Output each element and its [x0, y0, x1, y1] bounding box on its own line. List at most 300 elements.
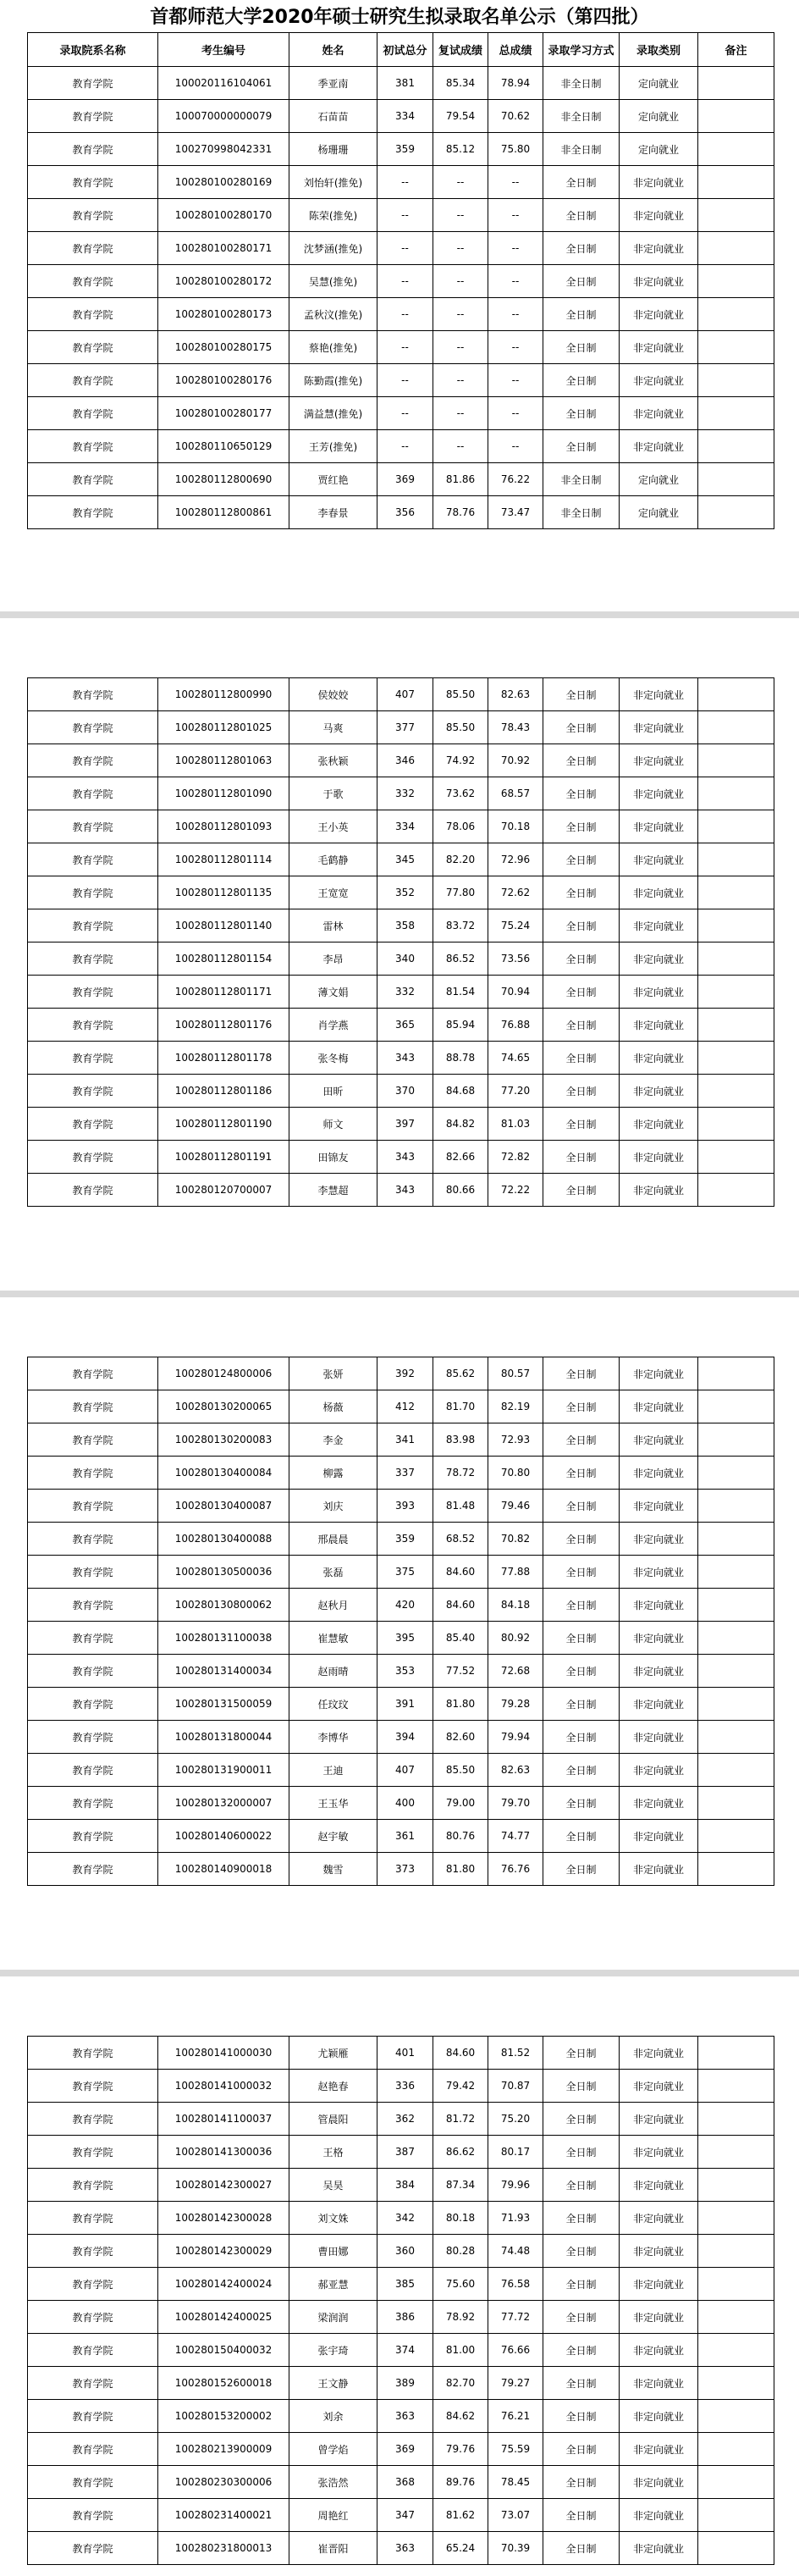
- cell-name: 张妍: [289, 1357, 377, 1390]
- cell-name: 王文静: [289, 2367, 377, 2400]
- cell-admission-type: 非定向就业: [620, 1754, 698, 1787]
- table-row: [28, 67, 774, 100]
- cell-candidate-id: 100280132000007: [158, 1787, 289, 1820]
- cell-initial-score: --: [377, 166, 433, 199]
- table-row: [28, 2169, 774, 2202]
- cell-retest-score: 81.00: [433, 2334, 488, 2367]
- cell-retest-score: 81.72: [433, 2103, 488, 2136]
- cell-study-mode: 全日制: [543, 397, 620, 430]
- cell-name: 曾学焰: [289, 2433, 377, 2466]
- cell-name: 刘怡轩(推免): [289, 166, 377, 199]
- cell-total-score: 75.24: [488, 909, 543, 943]
- cell-admission-type: 非定向就业: [620, 2433, 698, 2466]
- cell-retest-score: 85.12: [433, 133, 488, 166]
- cell-name: 师文: [289, 1108, 377, 1141]
- cell-study-mode: 全日制: [543, 1655, 620, 1688]
- cell-total-score: 72.96: [488, 843, 543, 876]
- cell-initial-score: 397: [377, 1108, 433, 1141]
- cell-admission-type: 非定向就业: [620, 397, 698, 430]
- cell-candidate-id: 100280112801178: [158, 1042, 289, 1075]
- cell-admission-type: 定向就业: [620, 496, 698, 529]
- cell-name: 田锦友: [289, 1141, 377, 1174]
- cell-remarks: [698, 1457, 774, 1490]
- table-row: [28, 298, 774, 331]
- table-row: [28, 397, 774, 430]
- cell-admission-type: 非定向就业: [620, 298, 698, 331]
- cell-initial-score: 359: [377, 1523, 433, 1556]
- cell-study-mode: 非全日制: [543, 100, 620, 133]
- cell-initial-score: 334: [377, 810, 433, 843]
- cell-study-mode: 全日制: [543, 1390, 620, 1423]
- cell-remarks: [698, 1688, 774, 1721]
- table-row: [28, 943, 774, 976]
- cell-name: 张宇琦: [289, 2334, 377, 2367]
- cell-admission-type: 非定向就业: [620, 166, 698, 199]
- cell-department: 教育学院: [28, 265, 158, 298]
- cell-study-mode: 全日制: [543, 678, 620, 711]
- cell-initial-score: 359: [377, 133, 433, 166]
- cell-retest-score: 78.76: [433, 496, 488, 529]
- cell-retest-score: 73.62: [433, 777, 488, 810]
- cell-candidate-id: 100280120700007: [158, 1174, 289, 1207]
- cell-candidate-id: 100280131500059: [158, 1688, 289, 1721]
- cell-remarks: [698, 1390, 774, 1423]
- cell-retest-score: 87.34: [433, 2169, 488, 2202]
- cell-admission-type: 非定向就业: [620, 1820, 698, 1853]
- cell-candidate-id: 100280231800013: [158, 2532, 289, 2565]
- table-row: [28, 1820, 774, 1853]
- cell-name: 李博华: [289, 1721, 377, 1754]
- cell-study-mode: 全日制: [543, 265, 620, 298]
- cell-initial-score: 332: [377, 777, 433, 810]
- cell-candidate-id: 100280130800062: [158, 1589, 289, 1622]
- cell-retest-score: 85.40: [433, 1622, 488, 1655]
- cell-retest-score: 78.06: [433, 810, 488, 843]
- cell-total-score: 70.18: [488, 810, 543, 843]
- table-row: [28, 1423, 774, 1457]
- table-row: [28, 2334, 774, 2367]
- cell-remarks: [698, 1357, 774, 1390]
- cell-total-score: 75.59: [488, 2433, 543, 2466]
- cell-initial-score: 391: [377, 1688, 433, 1721]
- cell-candidate-id: 100280112801114: [158, 843, 289, 876]
- cell-name: 吴慧(推免): [289, 265, 377, 298]
- cell-study-mode: 全日制: [543, 2334, 620, 2367]
- cell-study-mode: 全日制: [543, 843, 620, 876]
- cell-total-score: 80.92: [488, 1622, 543, 1655]
- cell-remarks: [698, 1820, 774, 1853]
- cell-total-score: 72.82: [488, 1141, 543, 1174]
- cell-total-score: 74.65: [488, 1042, 543, 1075]
- cell-admission-type: 非定向就业: [620, 232, 698, 265]
- cell-name: 田昕: [289, 1075, 377, 1108]
- cell-admission-type: 非定向就业: [620, 711, 698, 744]
- cell-retest-score: 81.80: [433, 1688, 488, 1721]
- cell-remarks: [698, 430, 774, 463]
- cell-candidate-id: 100280142300028: [158, 2202, 289, 2235]
- cell-remarks: [698, 331, 774, 364]
- cell-admission-type: 非定向就业: [620, 1490, 698, 1523]
- cell-department: 教育学院: [28, 2202, 158, 2235]
- header-total-score: 总成绩: [488, 33, 543, 67]
- cell-remarks: [698, 1787, 774, 1820]
- cell-candidate-id: 100280100280177: [158, 397, 289, 430]
- cell-admission-type: 非定向就业: [620, 2202, 698, 2235]
- table-row: [28, 1042, 774, 1075]
- cell-study-mode: 全日制: [543, 1787, 620, 1820]
- cell-study-mode: 全日制: [543, 1589, 620, 1622]
- cell-retest-score: --: [433, 166, 488, 199]
- header-name: 姓名: [289, 33, 377, 67]
- cell-total-score: 71.93: [488, 2202, 543, 2235]
- table-row: [28, 2367, 774, 2400]
- cell-name: 赵宇敏: [289, 1820, 377, 1853]
- cell-study-mode: 全日制: [543, 430, 620, 463]
- cell-remarks: [698, 976, 774, 1009]
- cell-total-score: 78.45: [488, 2466, 543, 2499]
- cell-study-mode: 全日制: [543, 1075, 620, 1108]
- cell-department: 教育学院: [28, 2235, 158, 2268]
- cell-remarks: [698, 298, 774, 331]
- cell-candidate-id: 100280130400084: [158, 1457, 289, 1490]
- cell-candidate-id: 100280153200002: [158, 2400, 289, 2433]
- cell-total-score: 73.56: [488, 943, 543, 976]
- cell-candidate-id: 100280130400087: [158, 1490, 289, 1523]
- cell-admission-type: 非定向就业: [620, 2532, 698, 2565]
- cell-retest-score: 83.98: [433, 1423, 488, 1457]
- cell-initial-score: 393: [377, 1490, 433, 1523]
- cell-name: 侯姣姣: [289, 678, 377, 711]
- cell-retest-score: 83.72: [433, 909, 488, 943]
- cell-admission-type: 非定向就业: [620, 1357, 698, 1390]
- cell-retest-score: 77.52: [433, 1655, 488, 1688]
- cell-remarks: [698, 2037, 774, 2070]
- table-row: [28, 265, 774, 298]
- cell-name: 雷林: [289, 909, 377, 943]
- cell-admission-type: 定向就业: [620, 133, 698, 166]
- cell-candidate-id: 100280100280169: [158, 166, 289, 199]
- cell-retest-score: 86.62: [433, 2136, 488, 2169]
- cell-study-mode: 全日制: [543, 2301, 620, 2334]
- cell-total-score: 76.22: [488, 463, 543, 496]
- cell-remarks: [698, 909, 774, 943]
- cell-study-mode: 全日制: [543, 2367, 620, 2400]
- cell-remarks: [698, 943, 774, 976]
- cell-total-score: 70.82: [488, 1523, 543, 1556]
- cell-department: 教育学院: [28, 678, 158, 711]
- cell-department: 教育学院: [28, 1108, 158, 1141]
- cell-remarks: [698, 2136, 774, 2169]
- cell-admission-type: 非定向就业: [620, 1787, 698, 1820]
- cell-total-score: 70.87: [488, 2070, 543, 2103]
- cell-admission-type: 非定向就业: [620, 876, 698, 909]
- cell-initial-score: --: [377, 232, 433, 265]
- cell-name: 周艳红: [289, 2499, 377, 2532]
- cell-retest-score: 84.60: [433, 1589, 488, 1622]
- cell-admission-type: 非定向就业: [620, 1042, 698, 1075]
- cell-initial-score: 374: [377, 2334, 433, 2367]
- cell-name: 邢晨晨: [289, 1523, 377, 1556]
- page-separator: [0, 1291, 799, 1297]
- table-row: [28, 876, 774, 909]
- cell-department: 教育学院: [28, 2037, 158, 2070]
- cell-department: 教育学院: [28, 166, 158, 199]
- cell-name: 尤颖雁: [289, 2037, 377, 2070]
- cell-remarks: [698, 1721, 774, 1754]
- cell-remarks: [698, 1523, 774, 1556]
- cell-total-score: 74.77: [488, 1820, 543, 1853]
- cell-candidate-id: 100280230300006: [158, 2466, 289, 2499]
- table-row: [28, 1174, 774, 1207]
- cell-initial-score: 407: [377, 1754, 433, 1787]
- cell-department: 教育学院: [28, 2499, 158, 2532]
- cell-department: 教育学院: [28, 298, 158, 331]
- cell-study-mode: 全日制: [543, 1141, 620, 1174]
- cell-retest-score: 80.76: [433, 1820, 488, 1853]
- cell-study-mode: 全日制: [543, 2433, 620, 2466]
- table-row: [28, 2235, 774, 2268]
- cell-admission-type: 非定向就业: [620, 2334, 698, 2367]
- cell-initial-score: 362: [377, 2103, 433, 2136]
- header-department: 录取院系名称: [28, 33, 158, 67]
- cell-study-mode: 全日制: [543, 1853, 620, 1886]
- table-row: [28, 2466, 774, 2499]
- cell-study-mode: 全日制: [543, 1556, 620, 1589]
- cell-name: 张冬梅: [289, 1042, 377, 1075]
- cell-study-mode: 全日制: [543, 744, 620, 777]
- cell-remarks: [698, 1754, 774, 1787]
- cell-initial-score: 346: [377, 744, 433, 777]
- cell-admission-type: 非定向就业: [620, 2268, 698, 2301]
- table-row: [28, 1108, 774, 1141]
- cell-initial-score: 347: [377, 2499, 433, 2532]
- cell-remarks: [698, 1556, 774, 1589]
- cell-admission-type: 定向就业: [620, 67, 698, 100]
- table-row: [28, 976, 774, 1009]
- cell-name: 满益慧(推免): [289, 397, 377, 430]
- cell-name: 曹田娜: [289, 2235, 377, 2268]
- cell-remarks: [698, 1423, 774, 1457]
- admission-table-section-4: [27, 2036, 774, 2565]
- cell-candidate-id: 100280124800006: [158, 1357, 289, 1390]
- cell-admission-type: 非定向就业: [620, 909, 698, 943]
- cell-total-score: --: [488, 199, 543, 232]
- cell-department: 教育学院: [28, 397, 158, 430]
- cell-remarks: [698, 1622, 774, 1655]
- cell-name: 赵雨晴: [289, 1655, 377, 1688]
- cell-retest-score: 75.60: [433, 2268, 488, 2301]
- cell-candidate-id: 100280141100037: [158, 2103, 289, 2136]
- cell-candidate-id: 100280100280172: [158, 265, 289, 298]
- cell-retest-score: 85.50: [433, 711, 488, 744]
- cell-initial-score: 373: [377, 1853, 433, 1886]
- cell-initial-score: --: [377, 364, 433, 397]
- cell-name: 王迪: [289, 1754, 377, 1787]
- cell-candidate-id: 100280112801025: [158, 711, 289, 744]
- cell-study-mode: 全日制: [543, 166, 620, 199]
- cell-retest-score: 86.52: [433, 943, 488, 976]
- cell-department: 教育学院: [28, 744, 158, 777]
- cell-retest-score: 84.62: [433, 2400, 488, 2433]
- cell-remarks: [698, 1141, 774, 1174]
- cell-candidate-id: 100020116104061: [158, 67, 289, 100]
- cell-name: 陈勤霞(推免): [289, 364, 377, 397]
- header-admission-type: 录取类别: [620, 33, 698, 67]
- cell-candidate-id: 100280112801140: [158, 909, 289, 943]
- cell-candidate-id: 100280142300027: [158, 2169, 289, 2202]
- cell-initial-score: 345: [377, 843, 433, 876]
- header-retest-score: 复试成绩: [433, 33, 488, 67]
- cell-admission-type: 非定向就业: [620, 943, 698, 976]
- cell-initial-score: 334: [377, 100, 433, 133]
- cell-total-score: 79.46: [488, 1490, 543, 1523]
- cell-candidate-id: 100280100280173: [158, 298, 289, 331]
- cell-retest-score: 81.48: [433, 1490, 488, 1523]
- cell-initial-score: 377: [377, 711, 433, 744]
- cell-remarks: [698, 496, 774, 529]
- table-row: [28, 496, 774, 529]
- cell-remarks: [698, 744, 774, 777]
- table-row: [28, 777, 774, 810]
- cell-remarks: [698, 265, 774, 298]
- cell-department: 教育学院: [28, 463, 158, 496]
- table-row: [28, 1622, 774, 1655]
- cell-department: 教育学院: [28, 2268, 158, 2301]
- cell-remarks: [698, 133, 774, 166]
- cell-admission-type: 非定向就业: [620, 2466, 698, 2499]
- cell-total-score: 70.62: [488, 100, 543, 133]
- cell-study-mode: 全日制: [543, 1042, 620, 1075]
- cell-name: 柳露: [289, 1457, 377, 1490]
- cell-department: 教育学院: [28, 976, 158, 1009]
- cell-initial-score: 358: [377, 909, 433, 943]
- cell-study-mode: 全日制: [543, 1754, 620, 1787]
- cell-total-score: 70.92: [488, 744, 543, 777]
- cell-department: 教育学院: [28, 1754, 158, 1787]
- table-row: [28, 2268, 774, 2301]
- cell-total-score: 70.94: [488, 976, 543, 1009]
- table-row: [28, 909, 774, 943]
- cell-initial-score: 420: [377, 1589, 433, 1622]
- cell-admission-type: 非定向就业: [620, 1622, 698, 1655]
- cell-name: 赵秋月: [289, 1589, 377, 1622]
- cell-department: 教育学院: [28, 1820, 158, 1853]
- cell-study-mode: 全日制: [543, 199, 620, 232]
- cell-candidate-id: 100280140900018: [158, 1853, 289, 1886]
- cell-name: 李金: [289, 1423, 377, 1457]
- cell-department: 教育学院: [28, 876, 158, 909]
- cell-name: 刘余: [289, 2400, 377, 2433]
- cell-initial-score: 360: [377, 2235, 433, 2268]
- cell-retest-score: 84.82: [433, 1108, 488, 1141]
- cell-total-score: 76.58: [488, 2268, 543, 2301]
- cell-remarks: [698, 463, 774, 496]
- cell-study-mode: 非全日制: [543, 496, 620, 529]
- table-row: [28, 100, 774, 133]
- cell-remarks: [698, 232, 774, 265]
- cell-name: 王格: [289, 2136, 377, 2169]
- cell-remarks: [698, 2103, 774, 2136]
- cell-retest-score: 82.70: [433, 2367, 488, 2400]
- cell-department: 教育学院: [28, 331, 158, 364]
- cell-candidate-id: 100280112801171: [158, 976, 289, 1009]
- cell-department: 教育学院: [28, 232, 158, 265]
- cell-retest-score: 84.68: [433, 1075, 488, 1108]
- cell-total-score: 82.63: [488, 1754, 543, 1787]
- cell-candidate-id: 100280142400024: [158, 2268, 289, 2301]
- cell-total-score: 68.57: [488, 777, 543, 810]
- cell-initial-score: 389: [377, 2367, 433, 2400]
- cell-department: 教育学院: [28, 943, 158, 976]
- cell-total-score: 73.47: [488, 496, 543, 529]
- cell-retest-score: 82.20: [433, 843, 488, 876]
- cell-initial-score: 363: [377, 2400, 433, 2433]
- cell-admission-type: 非定向就业: [620, 2103, 698, 2136]
- cell-initial-score: 368: [377, 2466, 433, 2499]
- table-row: [28, 1009, 774, 1042]
- cell-remarks: [698, 100, 774, 133]
- cell-total-score: 70.80: [488, 1457, 543, 1490]
- cell-candidate-id: 100280100280176: [158, 364, 289, 397]
- cell-retest-score: 84.60: [433, 1556, 488, 1589]
- cell-retest-score: 79.00: [433, 1787, 488, 1820]
- cell-candidate-id: 100280140600022: [158, 1820, 289, 1853]
- table-row: [28, 1853, 774, 1886]
- admission-table-section-1: [27, 32, 774, 529]
- cell-name: 杨薇: [289, 1390, 377, 1423]
- cell-study-mode: 全日制: [543, 876, 620, 909]
- cell-study-mode: 全日制: [543, 777, 620, 810]
- cell-retest-score: 77.80: [433, 876, 488, 909]
- cell-initial-score: 387: [377, 2136, 433, 2169]
- cell-candidate-id: 100280100280170: [158, 199, 289, 232]
- cell-candidate-id: 100280130200065: [158, 1390, 289, 1423]
- cell-initial-score: --: [377, 265, 433, 298]
- cell-name: 王玉华: [289, 1787, 377, 1820]
- cell-study-mode: 全日制: [543, 1523, 620, 1556]
- cell-admission-type: 非定向就业: [620, 744, 698, 777]
- table-row: [28, 1556, 774, 1589]
- cell-total-score: 81.52: [488, 2037, 543, 2070]
- cell-study-mode: 全日制: [543, 810, 620, 843]
- cell-remarks: [698, 843, 774, 876]
- cell-remarks: [698, 810, 774, 843]
- cell-initial-score: 336: [377, 2070, 433, 2103]
- cell-name: 刘庆: [289, 1490, 377, 1523]
- header-remarks: 备注: [698, 33, 774, 67]
- cell-name: 李慧超: [289, 1174, 377, 1207]
- cell-total-score: 82.19: [488, 1390, 543, 1423]
- cell-candidate-id: 100280112801190: [158, 1108, 289, 1141]
- cell-study-mode: 全日制: [543, 298, 620, 331]
- cell-study-mode: 全日制: [543, 331, 620, 364]
- cell-department: 教育学院: [28, 2070, 158, 2103]
- cell-remarks: [698, 876, 774, 909]
- cell-name: 吴昊: [289, 2169, 377, 2202]
- cell-study-mode: 全日制: [543, 1423, 620, 1457]
- cell-remarks: [698, 1075, 774, 1108]
- cell-total-score: 77.72: [488, 2301, 543, 2334]
- cell-retest-score: 81.86: [433, 463, 488, 496]
- cell-candidate-id: 100280112801063: [158, 744, 289, 777]
- cell-total-score: 80.57: [488, 1357, 543, 1390]
- cell-department: 教育学院: [28, 100, 158, 133]
- cell-initial-score: 356: [377, 496, 433, 529]
- cell-study-mode: 非全日制: [543, 133, 620, 166]
- cell-admission-type: 非定向就业: [620, 1009, 698, 1042]
- cell-study-mode: 全日制: [543, 1009, 620, 1042]
- cell-total-score: 79.96: [488, 2169, 543, 2202]
